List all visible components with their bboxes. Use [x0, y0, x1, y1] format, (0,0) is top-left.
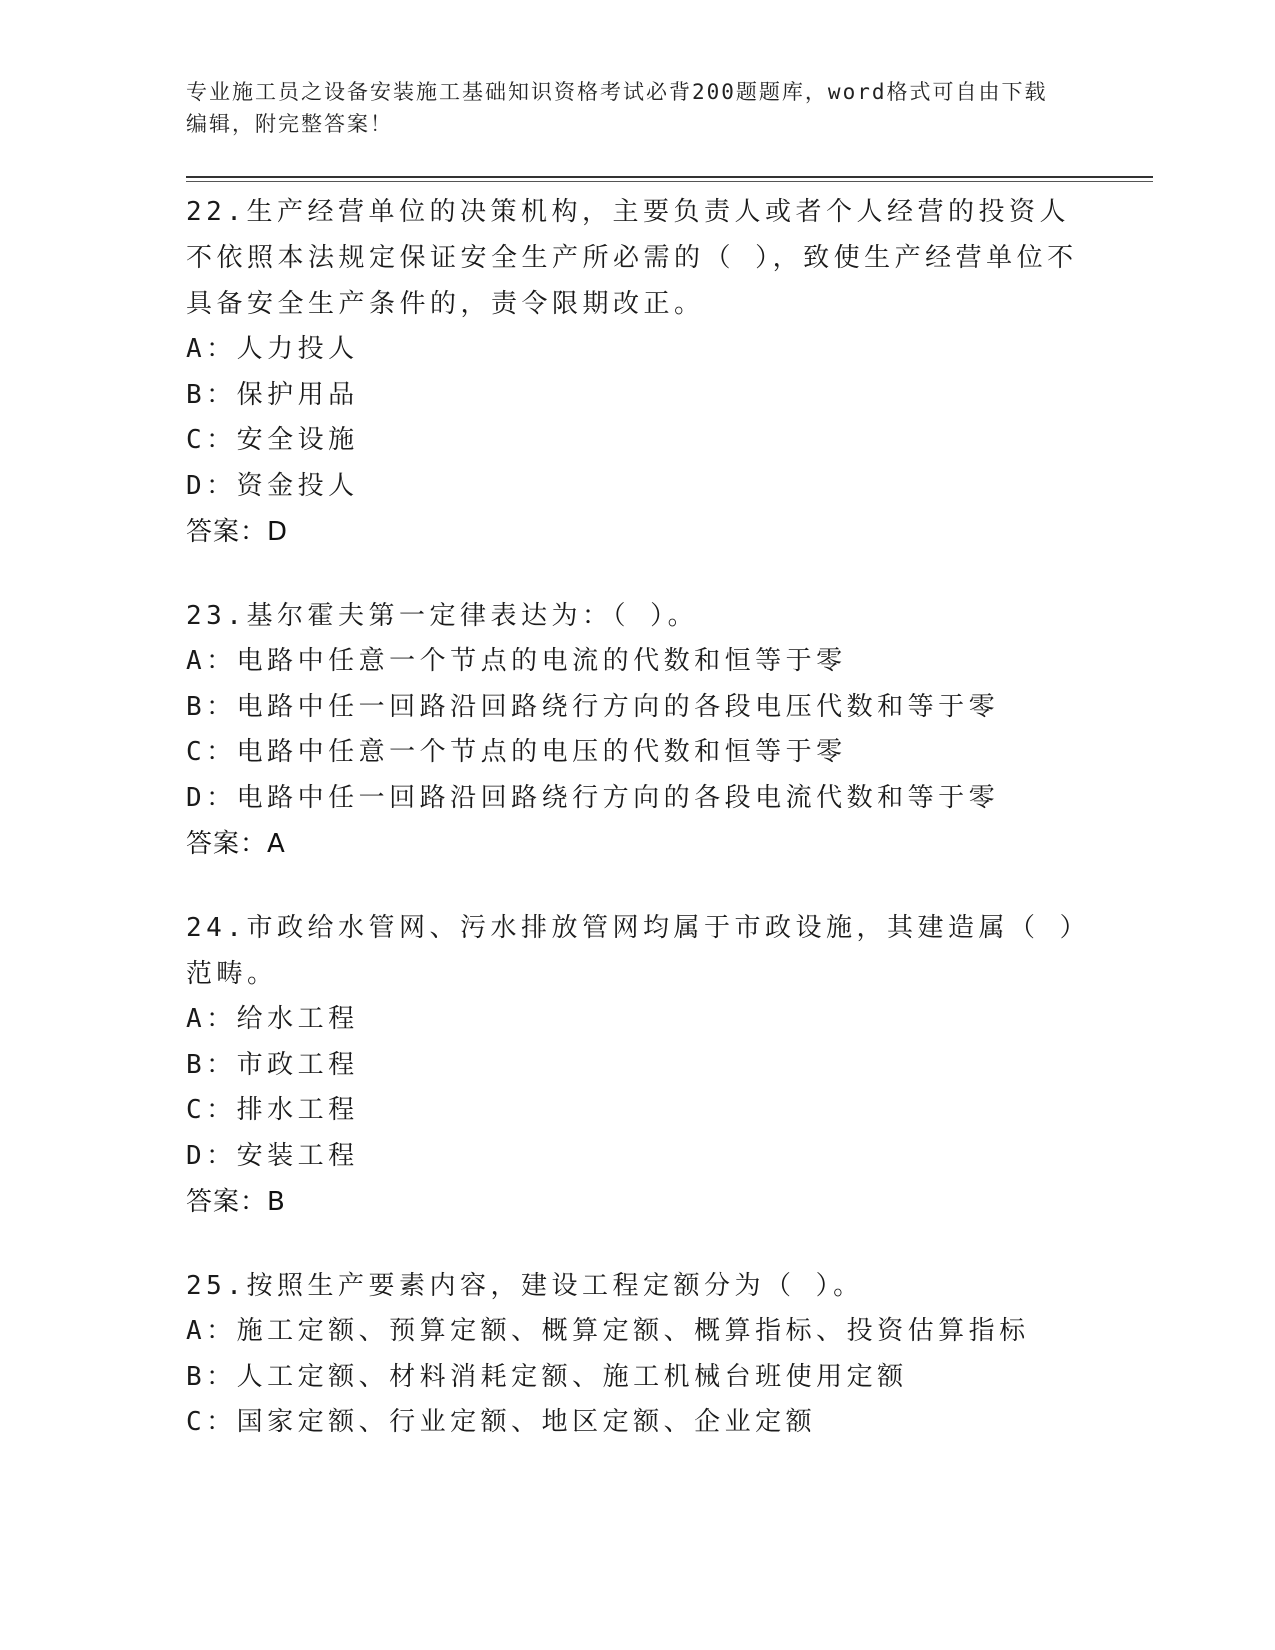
option-b [186, 1043, 1086, 1089]
answer-line [186, 509, 1086, 555]
answer-value: A [267, 829, 286, 859]
option-key: A： [186, 1004, 237, 1034]
option-text: 电路中任一回路沿回路绕行方向的各段电压代数和等于零 [236, 691, 1000, 722]
option-c [186, 1088, 1086, 1134]
option-key: B： [186, 379, 237, 410]
option-text: 排水工程 [236, 1095, 359, 1125]
option-key: C： [186, 1095, 237, 1125]
option-text: 电路中任一回路沿回路绕行方向的各段电流代数和等于零 [236, 782, 1000, 813]
option-text: 资金投人 [236, 470, 359, 501]
option-c [186, 1400, 1086, 1446]
option-a [186, 1309, 1086, 1355]
document-header: 专业施工员之设备安装施工基础知识资格考试必背200题题库，word格式可自由下载编辑，附完整答案！ [186, 80, 1048, 136]
answer-prefix: 答案： [186, 1187, 268, 1217]
option-d [186, 464, 1086, 510]
option-text: 保护用品 [236, 379, 359, 410]
question-text: 22.生产经营单位的决策机构，主要负责人或者个人经营的投资人不依照本法规定保证安全生产所必需的（ ），致使生产经营单位不具备安全生产条件的，责令限期改正。 [186, 197, 1078, 319]
option-key: D： [186, 782, 237, 813]
answer-prefix: 答案： [186, 517, 268, 547]
header-rule-thick [186, 176, 1153, 178]
question-text: 24.市政给水管网、污水排放管网均属于市政设施，其建造属（ ）范畴。 [186, 913, 1078, 989]
question-23 [186, 593, 1086, 867]
option-text: 施工定额、预算定额、概算定额、概算指标、投资估算指标 [236, 1316, 1030, 1346]
option-key: D： [186, 1140, 237, 1171]
question-22 [186, 189, 1086, 555]
option-text: 人力投人 [236, 334, 359, 364]
option-text: 电路中任意一个节点的电压的代数和恒等于零 [236, 737, 847, 767]
option-key: D： [186, 470, 237, 501]
header-rule-thin [186, 181, 1153, 182]
option-text: 电路中任意一个节点的电流的代数和恒等于零 [236, 646, 847, 676]
option-key: A： [186, 646, 237, 676]
option-key: C： [186, 425, 237, 455]
question-text: 23.基尔霍夫第一定律表达为：（ ）。 [186, 601, 699, 631]
option-key: B： [186, 691, 237, 722]
answer-line [186, 1179, 1086, 1225]
option-b [186, 373, 1086, 419]
option-c [186, 418, 1086, 464]
option-a [186, 639, 1086, 685]
question-25 [186, 1263, 1086, 1446]
answer-prefix: 答案： [186, 829, 268, 859]
option-text: 国家定额、行业定额、地区定额、企业定额 [236, 1407, 817, 1437]
answer-value: B [267, 1187, 286, 1217]
option-b [186, 1355, 1086, 1401]
option-key: C： [186, 737, 237, 767]
option-a [186, 997, 1086, 1043]
option-text: 安全设施 [236, 425, 359, 455]
answer-value: D [267, 517, 289, 547]
option-text: 给水工程 [236, 1004, 359, 1034]
option-key: A： [186, 334, 237, 364]
question-list [186, 189, 1086, 1484]
option-d [186, 776, 1086, 822]
question-text: 25.按照生产要素内容，建设工程定额分为（ ）。 [186, 1271, 864, 1301]
answer-line [186, 821, 1086, 867]
option-key: A： [186, 1316, 237, 1346]
option-text: 人工定额、材料消耗定额、施工机械台班使用定额 [236, 1361, 908, 1392]
option-text: 市政工程 [236, 1049, 359, 1080]
option-b [186, 685, 1086, 731]
option-key: B： [186, 1361, 237, 1392]
option-key: B： [186, 1049, 237, 1080]
option-a [186, 327, 1086, 373]
option-d [186, 1134, 1086, 1180]
option-key: C： [186, 1407, 237, 1437]
option-text: 安装工程 [236, 1140, 359, 1171]
question-24 [186, 905, 1086, 1225]
option-c [186, 730, 1086, 776]
